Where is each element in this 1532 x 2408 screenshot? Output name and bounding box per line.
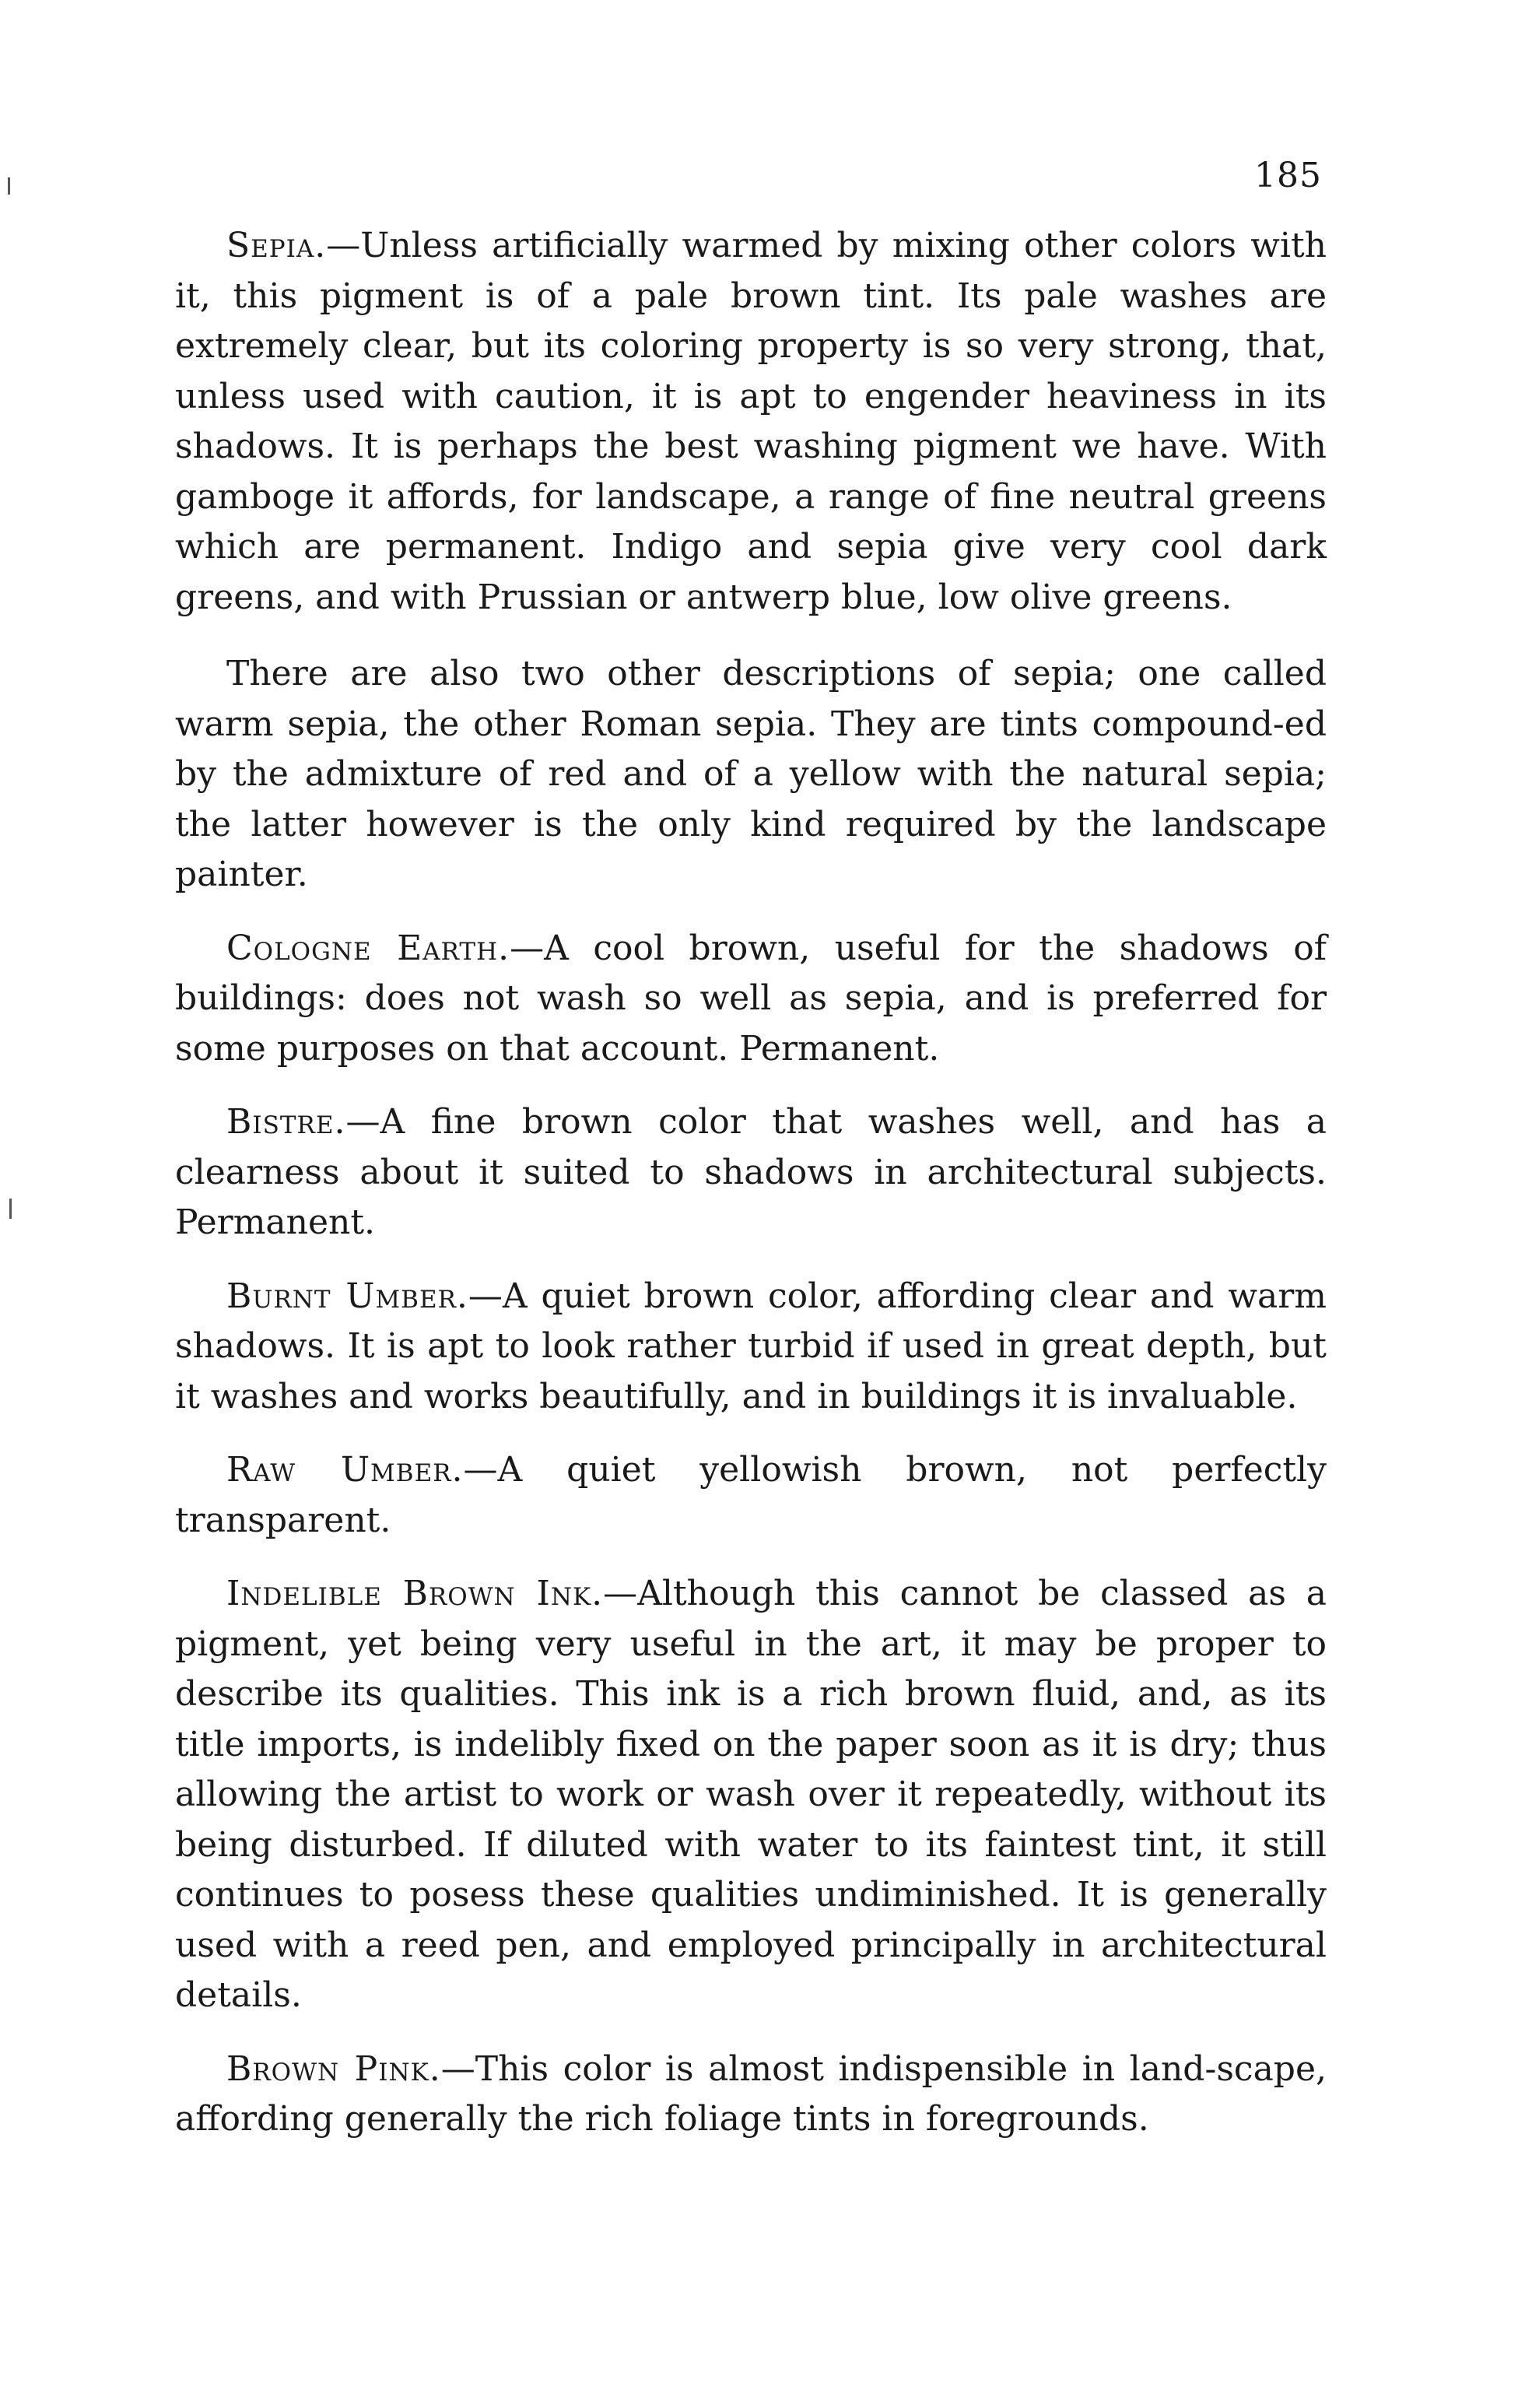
- entry-text: —A cool brown, useful for the shadows of buildings: does not wash so well as sepia, and is preferred for some purposes on that account. Permanent.: [175, 928, 1327, 1069]
- entry-cologne-earth: [175, 924, 1327, 1075]
- entry-text: —A quiet brown color, affording clear and warm shadows. It is apt to look rather turbid if used in great depth, but it washes and works beautifully, and in buildings it is invaluable.: [175, 1276, 1327, 1416]
- entry-brown-pink: [175, 2045, 1327, 2145]
- entry-term: Sepia.: [226, 226, 327, 265]
- entry-text: —Although this cannot be classed as a pigment, yet being very useful in the art, it may be proper to describe its qualities. This ink is a rich brown fluid, and, as its title imports, is indelibly fixed on the paper soon as it is dry; thus allowing the artist to work or wash over it repeatedly, without its being disturbed. If diluted with water to its faintest tint, it still continues to posess these qualities undiminished. It is generally used with a reed pen, and employed principally in architectural details.: [175, 1574, 1327, 2015]
- entry-text: There are also two other descriptions of sepia; one called warm sepia, the other Roman sepia. They are tints compound-ed by the admixture of red and of a yellow with the natural sepia; the latter however is the only kind required by the landscape painter.: [175, 654, 1327, 894]
- entry-term: Brown Pink.: [226, 2048, 441, 2089]
- scan-margin-mark: [9, 1199, 12, 1219]
- entry-text: —Unless artificially warmed by mixing other colors with it, this pigment is of a pale brown tint. Its pale washes are extremely clear, but its coloring property is so very strong, that, unless used with caution, it is apt to engender heaviness in its shadows. It is perhaps the best washing pigment we have. With gamboge it affords, for landscape, a range of fine neutral greens which are permanent. Indigo and sepia give very cool dark greens, and with Prussian or antwerp blue, low olive greens.: [175, 226, 1327, 617]
- entry-sepia: [175, 221, 1327, 623]
- scan-margin-mark: [8, 177, 10, 195]
- entry-term: Burnt Umber.: [226, 1276, 468, 1316]
- entry-raw-umber: [175, 1445, 1327, 1546]
- entry-text: —This color is almost indispensible in land-scape, affording generally the rich foliage tints in foregrounds.: [175, 2048, 1327, 2139]
- page-body: [175, 221, 1327, 2168]
- entry-term: Indelible Brown Ink.: [226, 1574, 604, 1613]
- entry-text: —A fine brown color that washes well, and has a clearness about it suited to shadows in architectural subjects. Permanent.: [175, 1102, 1327, 1242]
- entry-term: Cologne Earth.: [226, 928, 510, 968]
- entry-burnt-umber: [175, 1272, 1327, 1423]
- entry-indelible-brown-ink: [175, 1569, 1327, 2021]
- entry-term: Bistre.: [226, 1102, 346, 1142]
- page-number: 185: [1254, 156, 1322, 195]
- entry-sepia-varieties: [175, 649, 1327, 900]
- entry-text: —A quiet yellowish brown, not perfectly transparent.: [175, 1450, 1327, 1540]
- entry-bistre: [175, 1097, 1327, 1248]
- entry-term: Raw Umber.: [226, 1450, 464, 1490]
